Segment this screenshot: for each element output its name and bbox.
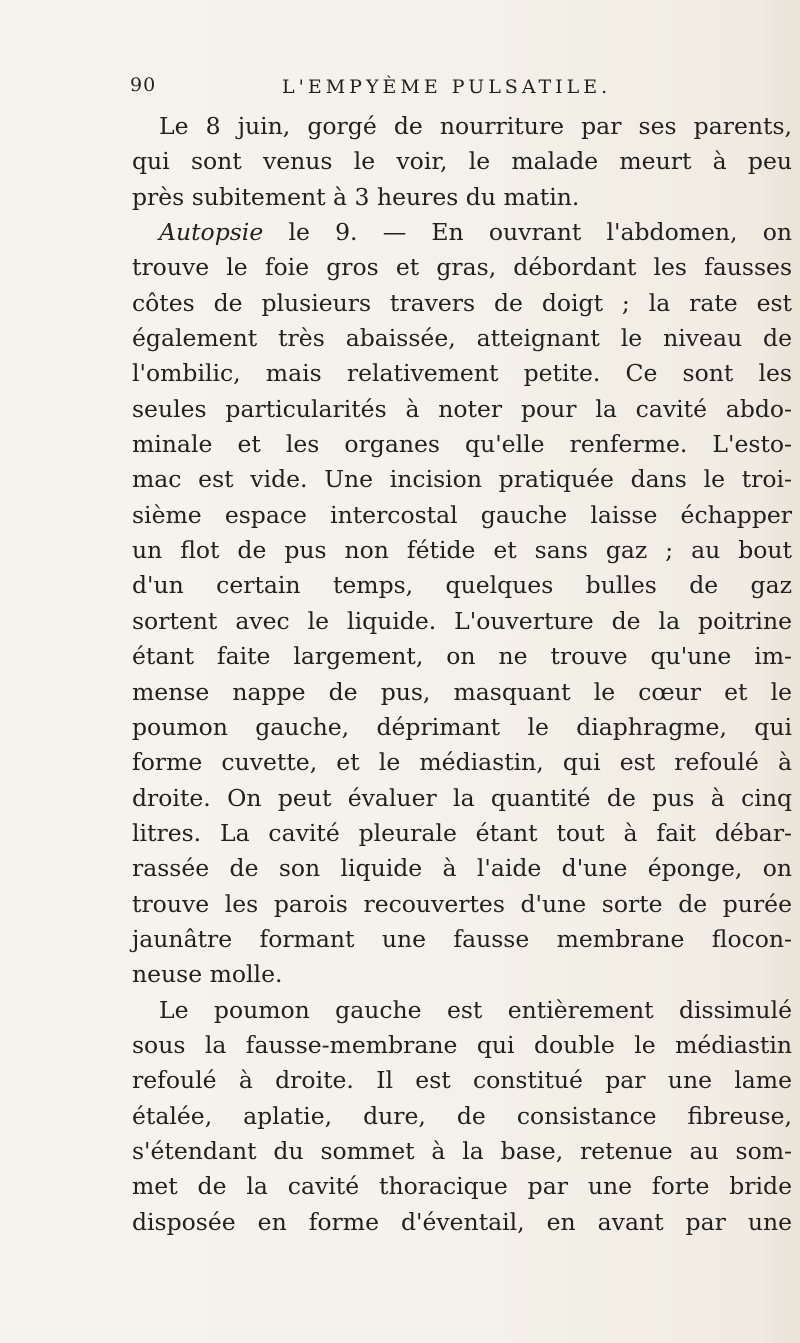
body-text	[132, 109, 792, 1240]
text-line: s'étendant du sommet à la base, retenue au som-	[132, 1136, 792, 1165]
text-line: étalée, aplatie, dure, de consistance fibreuse,	[132, 1101, 792, 1130]
text-line: sième espace intercostal gauche laisse échapper	[132, 500, 792, 529]
text-line: sous la fausse-membrane qui double le médiastin	[132, 1030, 792, 1059]
text-line: trouve le foie gros et gras, débordant les fausses	[132, 253, 792, 282]
text-fragment: le 9. — En ouvrant l'abdomen, on	[263, 218, 792, 247]
text-line: seules particularités à noter pour la cavité abdo-	[132, 394, 792, 423]
text-line: trouve les parois recouvertes d'une sorte de purée	[132, 889, 792, 918]
text-line	[132, 215, 792, 250]
text-line: qui sont venus le voir, le malade meurt à peu	[132, 147, 792, 176]
text-line: l'ombilic, mais relativement petite. Ce sont les	[132, 359, 792, 388]
text-line: jaunâtre formant une fausse membrane flocon-	[132, 924, 792, 953]
text-line: côtes de plusieurs travers de doigt ; la rate est	[132, 288, 792, 317]
text-line: poumon gauche, déprimant le diaphragme, qui	[132, 712, 792, 741]
text-line: refoulé à droite. Il est constitué par une lame	[132, 1066, 792, 1095]
text-line: sortent avec le liquide. L'ouverture de la poitrine	[132, 606, 792, 635]
text-line: rassée de son liquide à l'aide d'une éponge, on	[132, 854, 792, 883]
text-line: disposée en forme d'éventail, en avant par une	[132, 1207, 792, 1236]
text-line: minale et les organes qu'elle renferme. L'esto-	[132, 430, 792, 459]
text-line: neuse molle.	[132, 960, 283, 989]
text-line: près subitement à 3 heures du matin.	[132, 182, 580, 211]
text-line: forme cuvette, et le médiastin, qui est refoulé à	[132, 748, 792, 777]
text-line: Le 8 juin, gorgé de nourriture par ses parents,	[159, 112, 792, 140]
text-line: droite. On peut évaluer la quantité de pus à cinq	[132, 783, 792, 812]
text-line: mense nappe de pus, masquant le cœur et le	[132, 677, 792, 706]
autopsie-lead: Autopsie	[159, 218, 264, 247]
text-line: mac est vide. Une incision pratiquée dans le troi-	[132, 465, 792, 494]
text-line: met de la cavité thoracique par une forte bride	[132, 1172, 792, 1201]
page-number: 90	[130, 74, 157, 96]
text-line: étant faite largement, on ne trouve qu'une im-	[132, 642, 792, 671]
text-line: d'un certain temps, quelques bulles de gaz	[132, 571, 792, 600]
text-line: Le poumon gauche est entièrement dissimulé	[159, 995, 792, 1024]
running-title: L'EMPYÈME PULSATILE.	[282, 76, 612, 98]
page-header	[0, 74, 800, 104]
text-line: un flot de pus non fétide et sans gaz ; au bout	[132, 536, 792, 565]
text-line: litres. La cavité pleurale étant tout à fait débar-	[132, 818, 792, 847]
text-line: également très abaissée, atteignant le niveau de	[132, 324, 792, 353]
